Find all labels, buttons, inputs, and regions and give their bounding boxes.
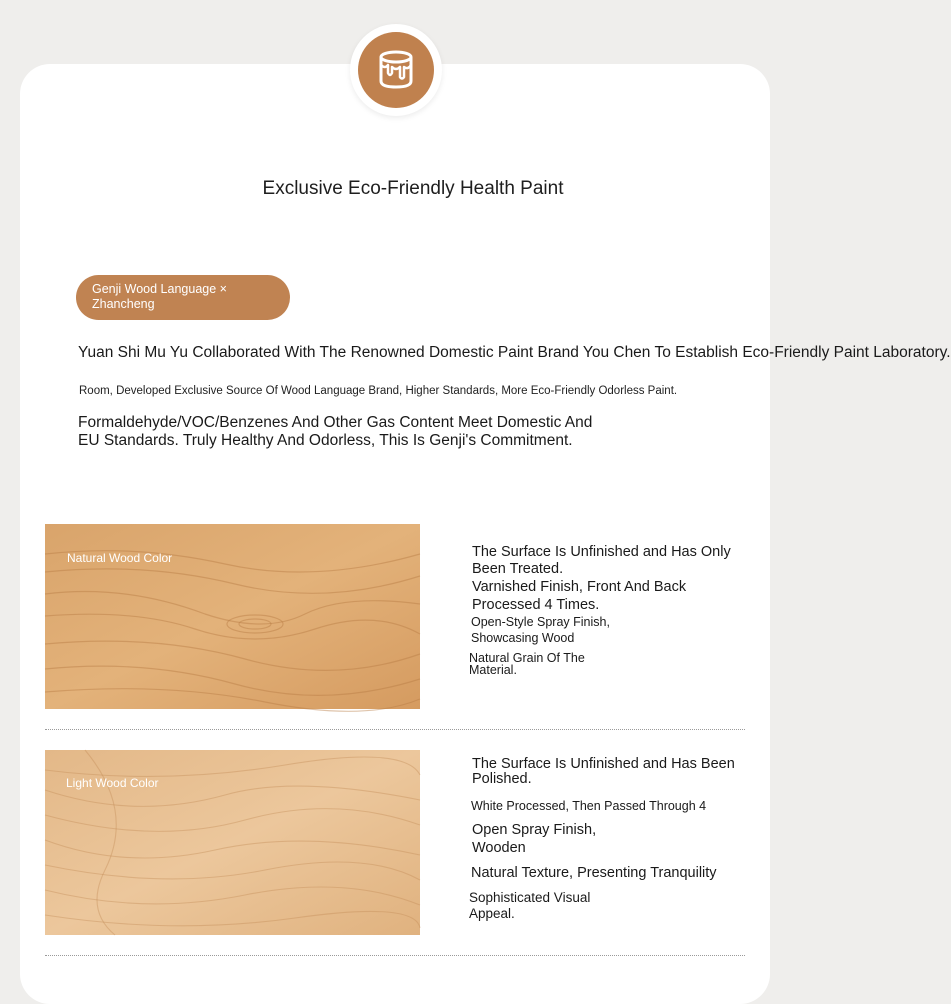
intro-paragraph-development: Room, Developed Exclusive Source Of Wood Language Brand, Higher Standards, More Eco-Friendly Odorless Paint. (79, 385, 678, 397)
intro-paragraph-collaboration (78, 344, 951, 361)
light-wood-label: Light Wood Color (66, 776, 159, 790)
light-desc-line-8: Appeal. (469, 906, 515, 921)
natural-desc-line-3: Varnished Finish, Front And Back (472, 579, 687, 595)
light-desc-line-6: Natural Texture, Presenting Tranquility (471, 865, 717, 881)
section-divider-bottom (45, 955, 745, 956)
collaboration-pill: Genji Wood Language × Zhancheng (76, 275, 290, 320)
natural-desc-line-4: Processed 4 Times. (472, 597, 600, 613)
paint-badge (350, 24, 442, 116)
light-desc-line-2: Polished. (472, 771, 532, 787)
light-desc-line-1: The Surface Is Unfinished and Has Been (472, 756, 735, 772)
paint-badge-circle (358, 32, 434, 108)
natural-desc-line-1: The Surface Is Unfinished and Has Only (472, 544, 731, 560)
natural-desc-line-7: Natural Grain Of The (469, 651, 585, 665)
page-title: Exclusive Eco-Friendly Health Paint (262, 178, 564, 199)
natural-desc-line-8: Material. (469, 663, 517, 677)
natural-desc-line-2: Been Treated. (472, 561, 564, 577)
light-desc-line-5: Wooden (472, 840, 526, 856)
natural-desc-line-5: Open-Style Spray Finish, (471, 615, 610, 629)
natural-wood-description (469, 544, 772, 677)
paint-can-icon (376, 49, 416, 91)
intro-paragraph-collaboration-text: Yuan Shi Mu Yu Collaborated With The Renowned Domestic Paint Brand You Chen To Establish Eco-Friendly Paint Laboratory. (78, 344, 951, 361)
section-divider (45, 729, 745, 730)
natural-wood-image (45, 524, 420, 709)
light-wood-description (469, 756, 772, 922)
light-desc-line-3: White Processed, Then Passed Through 4 (471, 799, 707, 813)
light-desc-line-7: Sophisticated Visual (469, 890, 591, 905)
light-desc-line-4: Open Spray Finish, (472, 822, 597, 838)
light-wood-image (45, 750, 420, 935)
natural-desc-line-6: Showcasing Wood (471, 631, 575, 645)
natural-wood-label: Natural Wood Color (67, 551, 173, 565)
intro-paragraph-standards: Formaldehyde/VOC/Benzenes And Other Gas Content Meet Domestic And EU Standards. Truly Healthy And Odorless, This Is Genji's Commitment. (78, 414, 593, 449)
